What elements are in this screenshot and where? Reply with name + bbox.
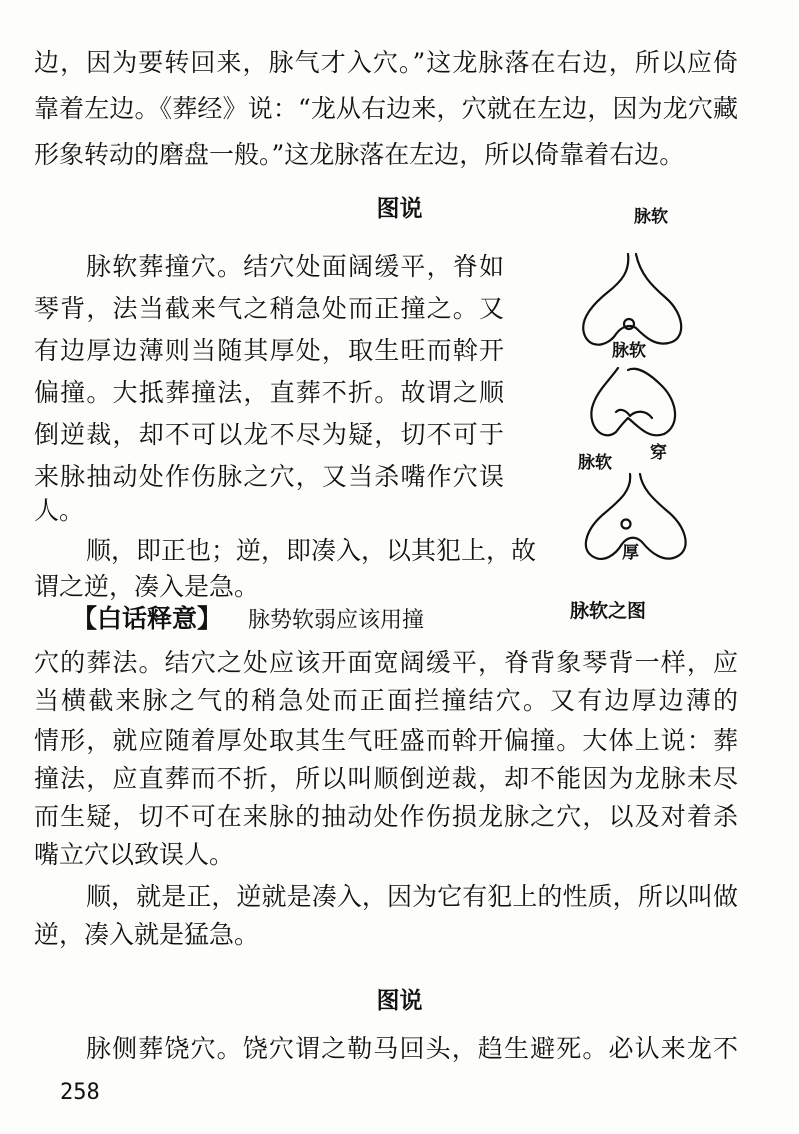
text-line: 顺，即正也；逆，即凑入，以其犯上，故 <box>86 536 537 565</box>
text-line: 有边厚边薄则当随其厚处，取生旺而斡开 <box>34 336 504 365</box>
figure-label-mid-side: 穿 <box>650 443 667 463</box>
baihua-first-text: 脉势软弱应该用撞 <box>247 608 424 633</box>
text-line: 顺，就是正，逆就是凑入，因为它有犯上的性质，所以叫做 <box>86 882 738 911</box>
text-line: 脉软葬撞穴。结穴处面阔缓平，脊如 <box>86 252 504 281</box>
figure-label-bottom: 脉软 <box>578 453 612 473</box>
section-heading: 图说 <box>376 196 423 222</box>
baihua-label: 【白话释意】 <box>72 604 223 633</box>
text-line: 脉侧葬饶穴。饶穴谓之勒马回头，趋生避死。必认来龙不 <box>86 1034 738 1063</box>
figure-label-bottom-inner: 厚 <box>622 543 639 563</box>
text-line: 形象转动的磨盘一般。”这龙脉落在左边，所以倚靠着右边。 <box>34 140 685 169</box>
text-line: 来脉抽动处作伤脉之穴，又当杀嘴作穴误 <box>34 462 504 491</box>
text-line: 逆，凑入就是猛急。 <box>34 920 260 949</box>
text-line: 穴的葬法。结穴之处应该开面宽阔缓平，脊背象琴背一样，应 <box>34 648 738 677</box>
section-heading: 图说 <box>376 988 423 1014</box>
text-line: 情形，就应随着厚处取其生气旺盛而斡开偏撞。大体上说：葬 <box>34 726 738 755</box>
text-line: 人。 <box>34 496 85 525</box>
text-line: 撞法，应直葬而不折，所以叫顺倒逆裁，却不能因为龙脉未尽 <box>34 764 738 793</box>
page-number: 258 <box>60 1080 100 1105</box>
text-line: 倒逆裁，却不可以龙不尽为疑，切不可于 <box>34 420 504 449</box>
text-line: 当横截来脉之气的稍急处而正面拦撞结穴。又有边厚边薄的 <box>34 686 738 715</box>
figure-caption: 脉软之图 <box>569 600 646 622</box>
text-line: 嘴立穴以致误人。 <box>34 840 235 869</box>
baihua-first-line <box>72 602 502 638</box>
text-line: 靠着左边。《葬经》说：“龙从右边来，穴就在左边，因为龙穴藏 <box>34 94 738 123</box>
mai-ruan-diagram <box>556 196 706 586</box>
text-line: 偏撞。大抵葬撞法，直葬不折。故谓之顺 <box>34 378 504 407</box>
figure-label-top: 脉软 <box>634 207 668 227</box>
text-line: 琴背，法当截来气之稍急处而正撞之。又 <box>34 294 504 323</box>
figure-label-mid: 脉软 <box>612 341 646 361</box>
text-line: 边，因为要转回来，脉气才入穴。”这龙脉落在右边，所以应倚 <box>34 48 738 77</box>
text-line: 而生疑，切不可在来脉的抽动处作伤损龙脉之穴，以及对着杀 <box>34 802 738 831</box>
text-line: 谓之逆，凑入是急。 <box>34 572 260 601</box>
